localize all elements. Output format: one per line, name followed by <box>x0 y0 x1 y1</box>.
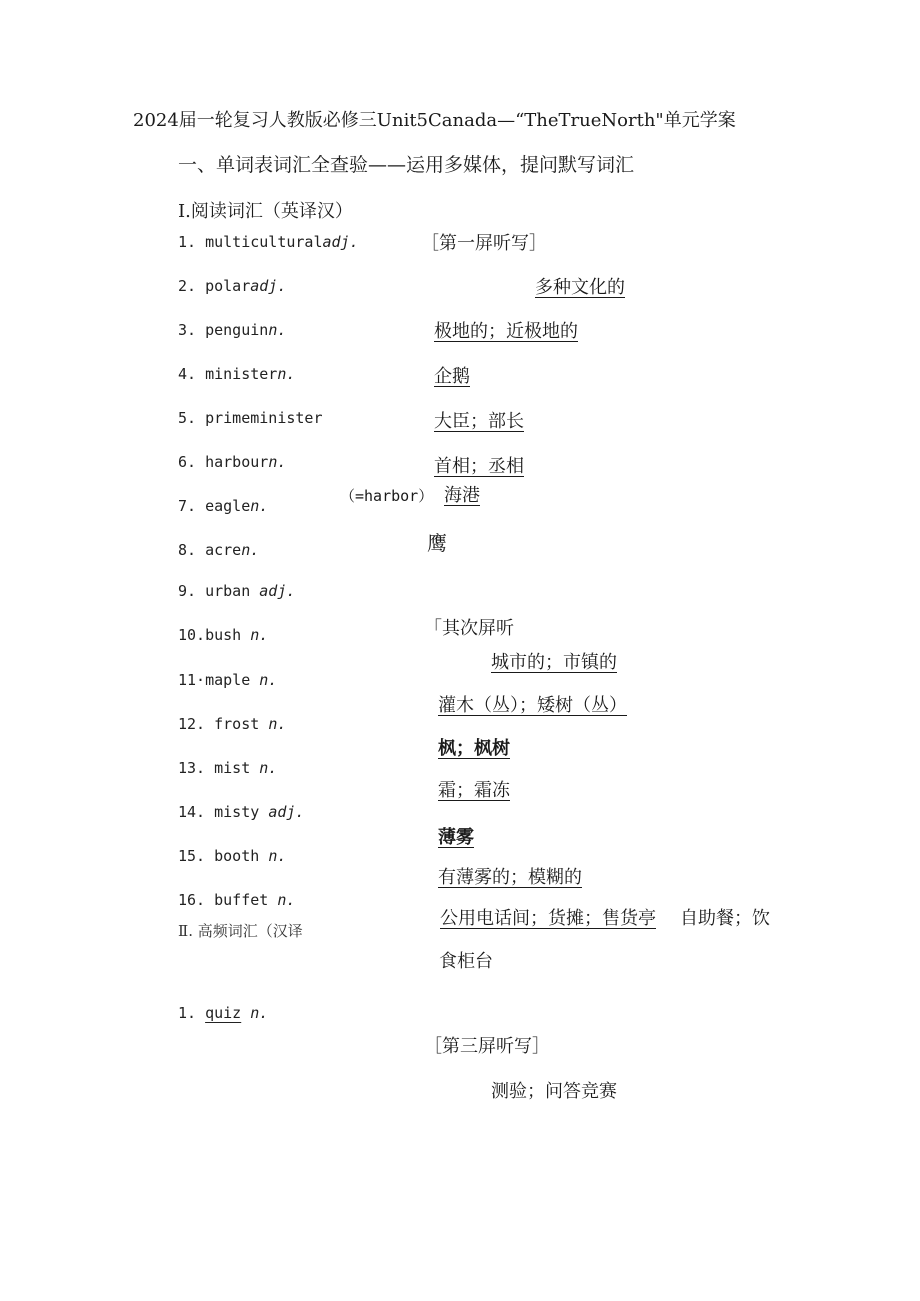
dictation-label-3: ［第三屏听写］ <box>424 1036 550 1057</box>
vocab-meaning: 企鹅 <box>434 366 470 387</box>
vocab-pos: n. <box>250 497 269 515</box>
vocab-entry: 1. quiz n. <box>178 1004 269 1022</box>
vocab-pos: n. <box>268 453 287 471</box>
vocab-pos: adj. <box>259 582 296 600</box>
vocab-word: mist <box>205 759 260 777</box>
vocab-meaning: 枫；枫树 <box>438 738 510 759</box>
vocab-word: booth <box>205 847 269 865</box>
vocab-word: misty <box>205 803 269 821</box>
vocab-meaning: 极地的；近极地的 <box>434 321 578 342</box>
vocab-word: frost <box>205 715 269 733</box>
vocab-entry: 10.bush n. <box>178 626 269 644</box>
vocab-meaning: 多种文化的 <box>535 277 625 298</box>
vocab-word: buffet <box>205 891 278 909</box>
vocab-word: primeminister <box>205 409 323 427</box>
vocab-pos: n. <box>250 1004 269 1022</box>
vocab-meaning: 城市的；市镇的 <box>491 652 617 673</box>
vocab-pos: n. <box>259 671 278 689</box>
vocab-meaning-line2: 食柜台 <box>439 951 493 972</box>
vocab-pos: n. <box>277 891 296 909</box>
vocab-meaning: 鹰 <box>427 531 447 555</box>
section-heading: 一、单词表词汇全查验——运用多媒体，提问默写词汇 <box>178 154 635 176</box>
vocab-entry: 4. ministern. <box>178 365 296 383</box>
vocab-word: urban <box>205 582 260 600</box>
harbor-note: （=harbor） <box>340 487 434 505</box>
vocab-entry: 16. buffet n. <box>178 891 296 909</box>
vocab-pos: adj. <box>250 277 287 295</box>
vocab-word: multicultural <box>205 233 323 251</box>
vocab-pos: n. <box>268 847 287 865</box>
vocab-word: bush <box>205 626 251 644</box>
vocab-entry: 7. eaglen. <box>178 497 269 515</box>
vocab-pos: n. <box>241 541 260 559</box>
vocab-entry: 13. mist n. <box>178 759 278 777</box>
vocab-meaning: 海港 <box>444 485 480 506</box>
vocab-pos: n. <box>259 759 278 777</box>
vocab-meaning: 霜；霜冻 <box>438 780 510 801</box>
vocab-meaning: 大臣；部长 <box>434 411 524 432</box>
vocab-entry: 14. misty adj. <box>178 803 305 821</box>
vocab-entry: 12. frost n. <box>178 715 287 733</box>
vocab-meaning: 薄雾 <box>438 827 474 848</box>
vocab-pos: n. <box>250 626 269 644</box>
vocab-word: polar <box>205 277 251 295</box>
vocab-pos: adj. <box>322 233 359 251</box>
vocab-entry: 2. polaradj. <box>178 277 287 295</box>
vocab-pos: n. <box>277 365 296 383</box>
clipped-subheading: Ⅱ. 高频词汇（汉译 <box>178 922 303 940</box>
vocab-word: minister <box>205 365 278 383</box>
vocab-word: penguin <box>205 321 269 339</box>
vocab-word: acre <box>205 541 242 559</box>
vocab-meaning: 测验；问答竞赛 <box>491 1081 617 1102</box>
vocab-meaning: 有薄雾的；模糊的 <box>438 867 582 888</box>
vocab-word: quiz <box>205 1004 242 1022</box>
vocab-word: maple <box>205 671 260 689</box>
vocab-pos: n. <box>268 321 287 339</box>
vocab-entry: 9. urban adj. <box>178 582 296 600</box>
dictation-label-2: 「其次屏听 <box>424 618 514 639</box>
vocab-meaning-line1: 自助餐；饮 <box>680 908 770 929</box>
vocab-word: harbour <box>205 453 269 471</box>
vocab-entry: 1. multiculturaladj. <box>178 233 359 251</box>
vocab-entry: 8. acren. <box>178 541 260 559</box>
vocab-meaning: 首相；丞相 <box>434 456 524 477</box>
vocab-meaning: 灌木（丛）；矮树（丛） <box>438 695 627 716</box>
subsection-heading: Ⅰ.阅读词汇（英译汉） <box>178 201 353 222</box>
vocab-entry: 15. booth n. <box>178 847 287 865</box>
vocab-meaning: 公用电话间；货摊；售货亭 <box>440 908 656 929</box>
vocab-pos: n. <box>268 715 287 733</box>
dictation-label-1: ［第一屏听写］ <box>421 233 547 254</box>
vocab-entry: 6. harbourn. <box>178 453 287 471</box>
vocab-entry: 11·maple n. <box>178 671 278 689</box>
vocab-entry: 5. primeminister <box>178 409 323 427</box>
vocab-word: eagle <box>205 497 251 515</box>
vocab-entry: 3. penguinn. <box>178 321 287 339</box>
vocab-pos: adj. <box>268 803 305 821</box>
document-title: 2024届一轮复习人教版必修三Unit5Canada—“TheTrueNorth"单元学案 <box>133 110 736 131</box>
